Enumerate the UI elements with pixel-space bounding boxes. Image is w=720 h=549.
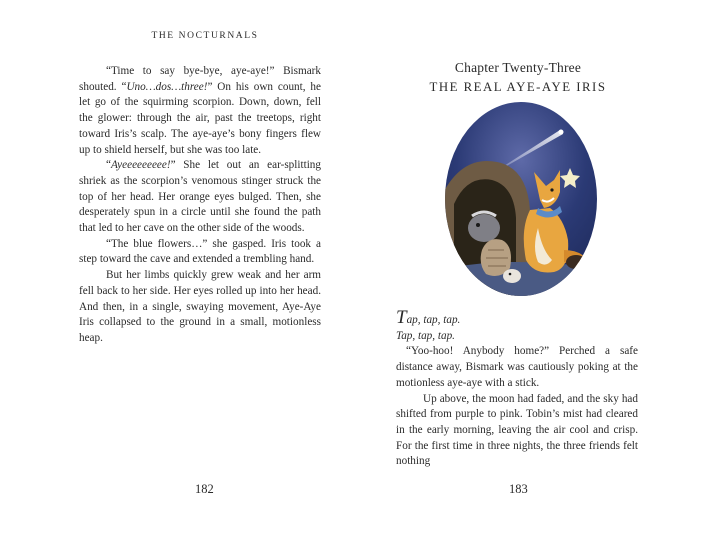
- paragraph-4: [79, 268, 321, 347]
- paragraph-2: [79, 158, 321, 237]
- paragraph-3: [79, 237, 321, 268]
- left-page-text: [79, 64, 321, 347]
- italic-run: Tap, tap, tap.: [396, 329, 455, 342]
- text-run: “The blue flowers…” she gasped. Iris took a step toward the cave and extended a trembling hand.: [79, 237, 321, 266]
- italic-run: Ayeeeeeeeee!: [110, 159, 171, 172]
- chapter-number: Chapter Twenty-Three: [454, 60, 582, 75]
- text-run: ” On his own count, he let go of the squirming scorpion. Down, down, fell the glower: through the air, past the treetops, right toward Iris’s scalp. The aye-aye’s bony fingers flew up to shield herself, but she was too late.: [79, 80, 321, 156]
- right-page-text: [396, 307, 638, 470]
- right-page: [360, 0, 720, 549]
- italic-run: ap, tap, tap.: [406, 314, 461, 326]
- text-run: But her limbs quickly grew weak and her arm fell back to her side. Her eyes rolled up into her head. And then, in a single, swaying movement, Aye-Aye Iris collapsed to the ground in a small, motionless heap.: [79, 269, 321, 344]
- page-number: 183: [509, 482, 528, 496]
- paragraph-up-above: Up above, the moon had faded, and the sky had shifted from purple to pink. Tobin’s mist had cleared in the early morning, leaving the air cool and crisp. For the first time in three nights, the three friends felt nothing: [396, 392, 638, 468]
- running-head: THE NOCTURNALS: [151, 31, 259, 41]
- text-run: ” She let out an ear-splitting shriek as the scorpion’s venomous stinger struck the top of her head. Her orange eyes bulged. Then, she desperately spun in a circle until she found the path that led to her cave on the other side of the woods.: [79, 159, 321, 235]
- paragraph-1: [79, 64, 321, 158]
- chapter-illustration: [442, 100, 600, 298]
- text-run: “Time to say bye-bye, aye-aye!” Bismark shouted. “: [79, 65, 321, 93]
- italic-run: Uno…dos…three!: [126, 80, 208, 93]
- page-number: 182: [195, 482, 214, 496]
- tap-line-2: [396, 329, 638, 345]
- paragraph-yoo-hoo: “Yoo-hoo! Anybody home?” Perched a safe distance away, Bismark was cautiously poking at the motionless aye-aye with a stick.: [396, 345, 638, 389]
- drop-cap: T: [396, 307, 407, 328]
- chapter-title: THE REAL AYE-AYE IRIS: [429, 80, 607, 94]
- text-run: “: [106, 159, 111, 172]
- tap-line-1: [396, 307, 638, 329]
